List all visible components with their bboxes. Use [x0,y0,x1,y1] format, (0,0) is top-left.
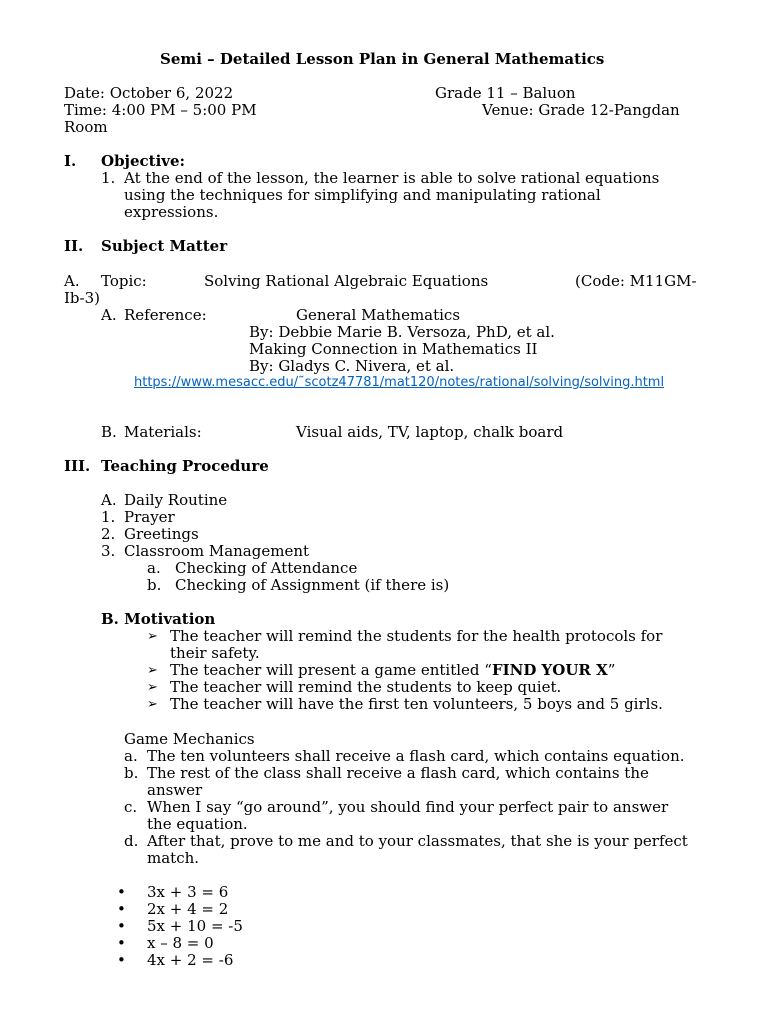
mechanics-text: The rest of the class shall receive a flash card, which contains the [147,764,649,782]
management-letter: a. [147,559,161,577]
section-number-1: I. [64,152,77,170]
equation-item: 4x + 2 = -6 [147,951,234,969]
equation-item: 2x + 4 = 2 [147,900,229,918]
motivation-item-2 [170,662,615,679]
grade-line: Grade 11 – Baluon [435,84,576,102]
date-line: Date: October 6, 2022 [64,84,234,102]
routine-number: 2. [101,525,116,543]
mechanics-text: When I say “go around”, you should find your perfect pair to answer [147,798,669,816]
objective-text-line-3: expressions. [124,203,219,221]
game-title: FIND YOUR X [491,661,608,679]
motivation-heading: B. Motivation [101,610,216,628]
routine-item: Greetings [124,525,199,543]
reference-author-2: By: Gladys C. Nivera, et al. [249,357,455,375]
mechanics-letter: c. [124,798,138,816]
motivation-item-3: The teacher will remind the students to keep quiet. [170,678,562,696]
routine-number: 1. [101,508,116,526]
game-mechanics-heading: Game Mechanics [124,730,255,748]
objective-text-line-2: using the techniques for simplifying and manipulating rational [124,186,601,204]
mechanics-text: match. [147,849,200,867]
routine-item: Prayer [124,508,175,526]
arrow-bullet-icon: ➢ [147,629,158,644]
arrow-bullet-icon: ➢ [147,663,158,678]
topic-code: (Code: M11GM- [575,272,697,290]
equation-item: x – 8 = 0 [147,934,214,952]
reference-book-1: General Mathematics [296,306,461,324]
objective-item-number: 1. [101,169,116,187]
topic-label: Topic: [101,272,147,290]
mechanics-text: The ten volunteers shall receive a flash card, which contains equation. [147,747,685,765]
materials-letter: B. [101,423,117,441]
motivation-item-1: The teacher will remind the students for the health protocols for [170,627,663,645]
venue-line-continued: Room [64,118,108,136]
materials-label: Materials: [124,423,202,441]
arrow-bullet-icon: ➢ [147,697,158,712]
arrow-bullet-icon: ➢ [147,680,158,695]
time-line: Time: 4:00 PM – 5:00 PM [64,101,257,119]
subject-matter-heading: Subject Matter [101,237,228,255]
teaching-procedure-heading: Teaching Procedure [101,457,269,475]
mechanics-letter: b. [124,764,139,782]
section-number-3: III. [64,457,91,475]
bullet-icon: • [117,951,126,969]
management-item: Checking of Assignment (if there is) [175,576,450,594]
objective-heading: Objective: [101,152,186,170]
bullet-icon: • [117,883,126,901]
reference-author-1: By: Debbie Marie B. Versoza, PhD, et al. [249,323,555,341]
topic-letter: A. [64,272,80,290]
management-letter: b. [147,576,162,594]
daily-routine: Daily Routine [124,491,228,509]
venue-line: Venue: Grade 12-Pangdan [482,101,680,119]
mechanics-text: After that, prove to me and to your classmates, that she is your perfect [147,832,688,850]
management-item: Checking of Attendance [175,559,358,577]
motivation-item-1-continued: their safety. [170,644,260,662]
reference-book-2: Making Connection in Mathematics II [249,340,538,358]
topic-value: Solving Rational Algebraic Equations [204,272,489,290]
closing-quote: ” [607,661,616,679]
equation-item: 3x + 3 = 6 [147,883,229,901]
reference-letter: A. [101,306,117,324]
topic-code-continued: Ib-3) [64,289,100,307]
objective-text-line-1: At the end of the lesson, the learner is able to solve rational equations [124,169,660,187]
motivation-item-2-text: The teacher will present a game entitled “ [170,661,492,679]
routine-item: Classroom Management [124,542,310,560]
bullet-icon: • [117,934,126,952]
equation-item: 5x + 10 = -5 [147,917,243,935]
reference-link[interactable]: https://www.mesacc.edu/˜scotz47781/mat120/notes/rational/solving/solving.html [134,375,665,390]
section-number-2: II. [64,237,84,255]
bullet-icon: • [117,917,126,935]
mechanics-letter: a. [124,747,138,765]
motivation-item-4: The teacher will have the first ten volunteers, 5 boys and 5 girls. [170,695,663,713]
reference-label: Reference: [124,306,207,324]
mechanics-letter: d. [124,832,139,850]
routine-letter: A. [101,491,117,509]
document-title: Semi – Detailed Lesson Plan in General Mathematics [160,50,605,68]
bullet-icon: • [117,900,126,918]
materials-value: Visual aids, TV, laptop, chalk board [296,423,564,441]
mechanics-text: the equation. [147,815,248,833]
mechanics-text: answer [147,781,203,799]
routine-number: 3. [101,542,116,560]
